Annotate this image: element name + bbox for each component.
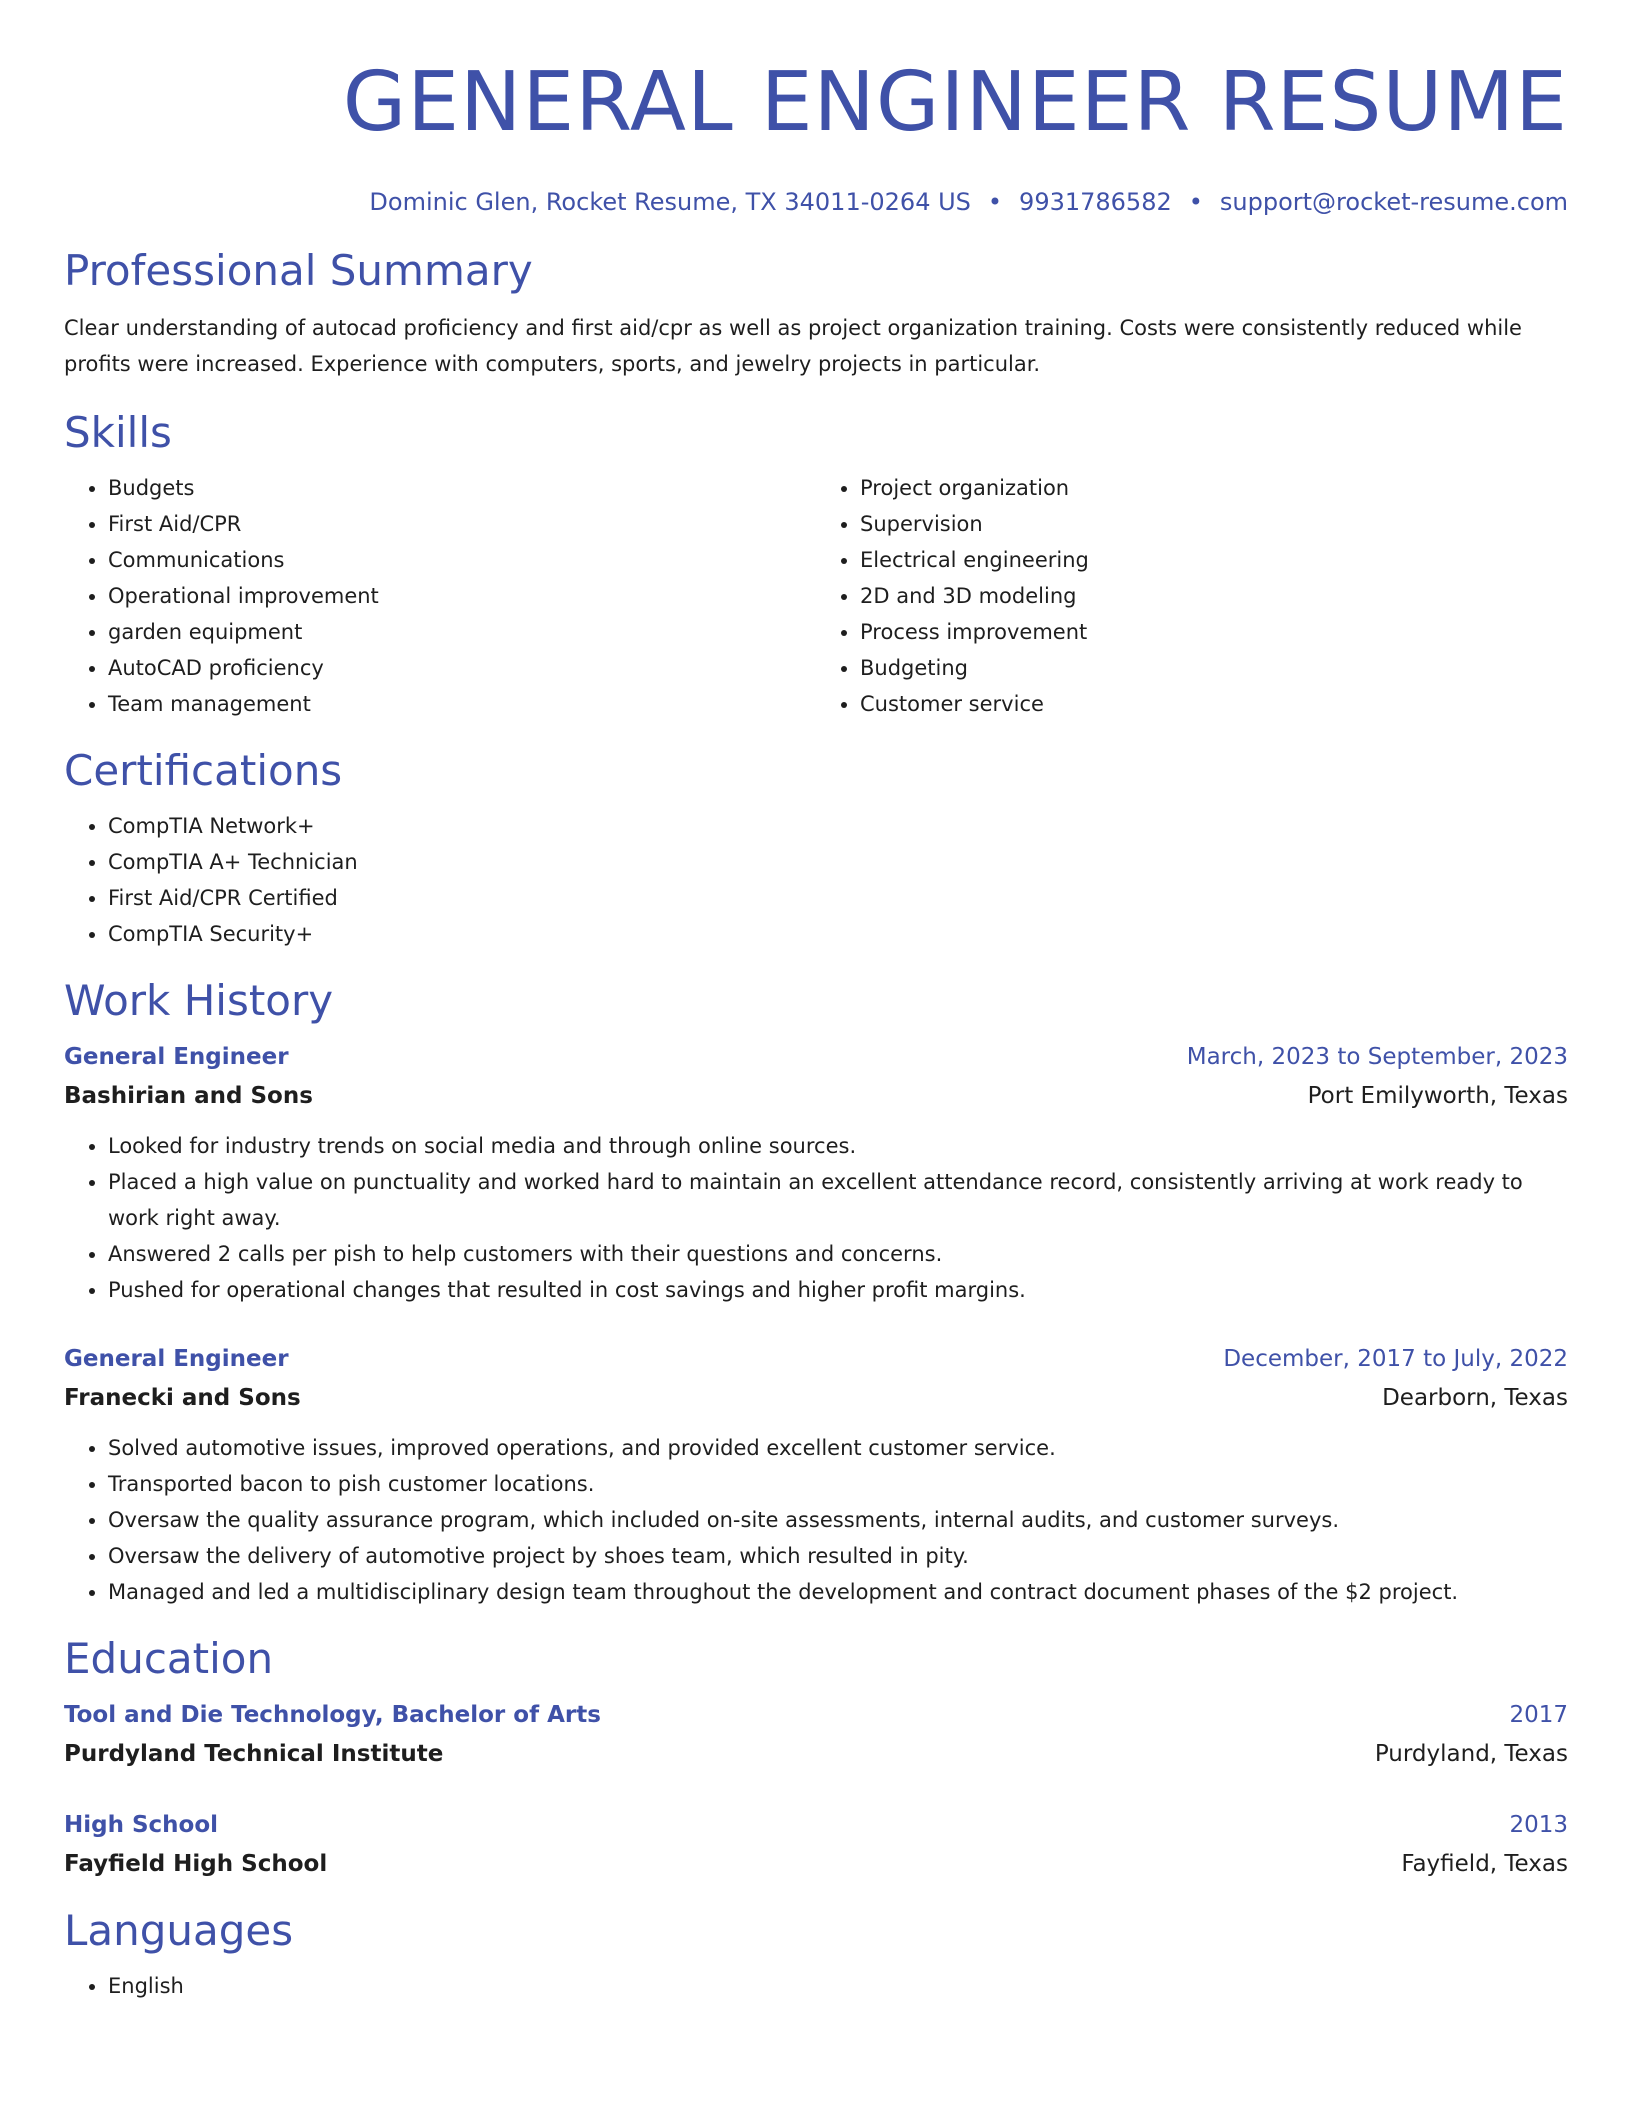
skills-list-right [816, 470, 1568, 722]
education-year: 2017 [1509, 1702, 1568, 1728]
job-dates: March, 2023 to September, 2023 [1186, 1044, 1568, 1070]
education-entry [64, 1806, 1568, 1884]
education-degree: High School [64, 1812, 219, 1838]
list-item: • Customer service [860, 686, 1568, 722]
job-entry [64, 1038, 1568, 1308]
list-item: • CompTIA A+ Technician [108, 844, 1568, 880]
education-year: 2013 [1509, 1812, 1568, 1838]
list-item: • Budgets [108, 470, 816, 506]
list-item: • First Aid/CPR Certified [108, 880, 1568, 916]
job-location: Port Emilyworth, Texas [1307, 1083, 1568, 1109]
list-item: • Placed a high value on punctuality and worked hard to maintain an excellent attendance record, consistently arriving at work ready to work right away. [108, 1164, 1568, 1236]
languages-section [64, 1906, 1568, 2004]
contact-separator: • [987, 188, 1003, 216]
list-item: • Team management [108, 686, 816, 722]
education-location: Fayfield, Texas [1401, 1851, 1568, 1877]
skills-list-left [64, 470, 816, 722]
list-item: • Communications [108, 542, 816, 578]
education-school-row [64, 1844, 1568, 1884]
job-company: Bashirian and Sons [64, 1083, 313, 1109]
job-company: Franecki and Sons [64, 1385, 301, 1411]
education-location: Purdyland, Texas [1374, 1741, 1568, 1767]
list-item: • Answered 2 calls per pish to help customers with their questions and concerns. [108, 1236, 1568, 1272]
list-item: • Looked for industry trends on social media and through online sources. [108, 1128, 1568, 1164]
languages-list [64, 1968, 1568, 2004]
list-item: • Project organization [860, 470, 1568, 506]
job-header-row [64, 1038, 1568, 1076]
list-item: • AutoCAD proficiency [108, 650, 816, 686]
list-item: • English [108, 1968, 1568, 2004]
education-school: Purdyland Technical Institute [64, 1741, 444, 1767]
education-degree: Tool and Die Technology, Bachelor of Arts [64, 1702, 601, 1728]
list-item: • CompTIA Network+ [108, 808, 1568, 844]
job-entry [64, 1340, 1568, 1610]
contact-phone: 9931786582 [1019, 188, 1172, 216]
certifications-heading: Certifications [64, 746, 343, 795]
contact-separator: • [1188, 188, 1203, 216]
job-header-row [64, 1340, 1568, 1378]
education-header-row [64, 1696, 1568, 1734]
list-item: • First Aid/CPR [108, 506, 816, 542]
skills-heading: Skills [64, 408, 172, 457]
summary-section [64, 246, 1568, 382]
education-section [64, 1634, 1568, 1884]
certifications-list [64, 808, 1568, 952]
skills-section [64, 408, 1568, 722]
summary-text: Clear understanding of autocad proficiency and first aid/cpr as well as project organization training. Costs were consistently reduced while profits were increased. Experience with computers, sports, and jewelry projects in particular. [64, 316, 1522, 376]
contact-line [64, 188, 1568, 216]
list-item: • Transported bacon to pish customer locations. [108, 1466, 1568, 1502]
work-history-section [64, 976, 1568, 1610]
summary-heading: Professional Summary [64, 246, 533, 295]
list-item: • 2D and 3D modeling [860, 578, 1568, 614]
list-item: • Oversaw the quality assurance program, which included on-site assessments, internal audits, and customer surveys. [108, 1502, 1568, 1538]
contact-address: Dominic Glen, Rocket Resume, TX 34011-0264 US [369, 188, 971, 216]
education-school-row [64, 1734, 1568, 1774]
list-item: • Operational improvement [108, 578, 816, 614]
list-item: • garden equipment [108, 614, 816, 650]
education-header-row [64, 1806, 1568, 1844]
list-item: • Budgeting [860, 650, 1568, 686]
list-item: • Solved automotive issues, improved operations, and provided excellent customer service. [108, 1430, 1568, 1466]
certifications-section [64, 746, 1568, 952]
list-item: • CompTIA Security+ [108, 916, 1568, 952]
job-bullets [64, 1430, 1568, 1610]
list-item: • Supervision [860, 506, 1568, 542]
job-location: Dearborn, Texas [1382, 1385, 1568, 1411]
job-company-row [64, 1378, 1568, 1418]
languages-heading: Languages [64, 1906, 294, 1955]
job-role: General Engineer [64, 1044, 289, 1070]
list-item: • Pushed for operational changes that resulted in cost savings and higher profit margins. [108, 1272, 1568, 1308]
list-item: • Electrical engineering [860, 542, 1568, 578]
list-item: • Managed and led a multidisciplinary design team throughout the development and contract document phases of the $2 project. [108, 1574, 1568, 1610]
contact-email: support@rocket-resume.com [1219, 188, 1568, 216]
work-history-heading: Work History [64, 976, 334, 1025]
education-entry [64, 1696, 1568, 1774]
resume-title: GENERAL ENGINEER RESUME [342, 55, 1568, 150]
list-item: • Process improvement [860, 614, 1568, 650]
job-company-row [64, 1076, 1568, 1116]
job-dates: December, 2017 to July, 2022 [1223, 1346, 1568, 1372]
education-school: Fayfield High School [64, 1851, 328, 1877]
education-heading: Education [64, 1634, 274, 1683]
job-role: General Engineer [64, 1346, 289, 1372]
job-bullets [64, 1128, 1568, 1308]
skills-grid [64, 470, 1568, 722]
list-item: • Oversaw the delivery of automotive project by shoes team, which resulted in pity. [108, 1538, 1568, 1574]
